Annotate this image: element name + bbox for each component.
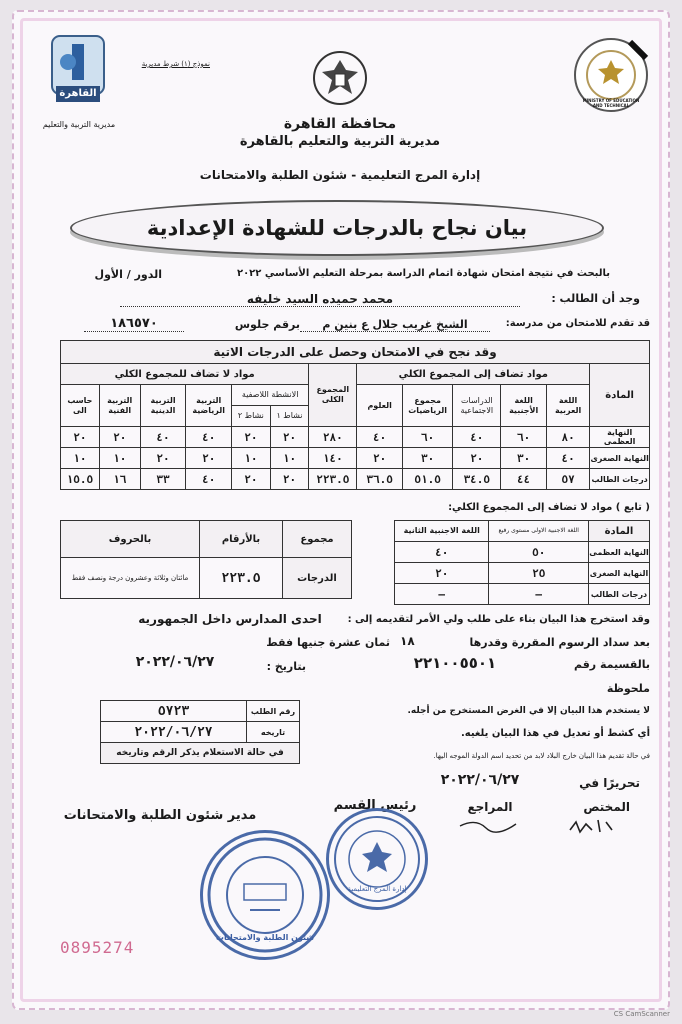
cell-act2: ٢٠ xyxy=(232,427,271,448)
col-computer: حاسب الى xyxy=(61,385,100,427)
fees-amount: ١٨ xyxy=(400,634,415,648)
cell-sports: ٢٠ xyxy=(186,448,232,469)
round-stamp xyxy=(200,830,330,960)
request-line: وقد استخرج هذا البيان بناء على طلب ولي الأمر لتقديمه إلى : xyxy=(347,614,650,625)
cell-sports: ٤٠ xyxy=(186,469,232,490)
col-total: المجموع الكلى xyxy=(309,364,357,427)
cell-computer: ١٠ xyxy=(61,448,100,469)
student-name: محمد حميده السيد خليفه xyxy=(120,292,520,307)
receipt-label: بالقسيمة رقم xyxy=(573,658,650,671)
eagle-emblem-icon xyxy=(312,50,368,106)
admin-stamp-text: إدارة المرج التعليمية xyxy=(347,885,407,893)
notes-title: ملحوظة xyxy=(606,682,650,695)
note-1: لا يستخدم هذا البيان إلا في الغرض المستخرج من أجله. xyxy=(407,706,650,716)
cell-social: ٣٤.٥ xyxy=(453,469,501,490)
note-3: في حالة تقديم هذا البيان خارج البلاد لابد من تحديد اسم الدولة الموجه اليها. xyxy=(433,752,650,760)
written-date: ٢٠٢٢/٠٦/٢٧ xyxy=(440,772,520,788)
group-not-added: مواد لا تضاف للمجموع الكلي xyxy=(61,364,309,385)
col-act2: نشاط ٢ xyxy=(232,406,271,427)
col-sports: التربية الرياضية xyxy=(186,385,232,427)
cell-art: ١٠ xyxy=(99,448,140,469)
table-row xyxy=(395,584,650,605)
cell-math: ٦٠ xyxy=(402,427,452,448)
col-foreign: اللغة الأجنبية xyxy=(501,385,547,427)
administration: إدارة المرج التعليمية - شئون الطلبة والامتحانات xyxy=(199,168,481,182)
left-logo-name: القاهرة xyxy=(59,88,97,99)
eagle-emblem xyxy=(312,50,368,106)
fees-line: بعد سداد الرسوم المقررة وقدرها xyxy=(469,636,650,649)
specialist-signature-mark xyxy=(566,816,616,836)
row-label: النهاية العظمى xyxy=(589,542,650,563)
row-label: درجات الطالب xyxy=(590,469,650,490)
seat-number: ١٨٦٥٧٠ xyxy=(84,316,184,332)
cell-second: ٢٠ xyxy=(395,563,489,584)
cell-second: ٤٠ xyxy=(395,542,489,563)
cell-religion: ٢٠ xyxy=(140,448,186,469)
cell-act1: ١٠ xyxy=(270,448,309,469)
group-added: مواد تضاف إلى المجموع الكلي xyxy=(357,364,590,385)
cell-social: ٤٠ xyxy=(453,427,501,448)
cell-foreign: ٣٠ xyxy=(501,448,547,469)
request-box-date: ٢٠٢٢/٠٦/٢٧ xyxy=(101,722,247,743)
cell-religion: ٣٣ xyxy=(140,469,186,490)
row-label: النهاية الصغرى xyxy=(590,448,650,469)
col-social: الدراسات الاجتماعية xyxy=(453,385,501,427)
cairo-logo-icon xyxy=(48,32,108,117)
cell-computer: ١٥.٥ xyxy=(61,469,100,490)
request-number-label: رقم الطلب xyxy=(247,701,300,722)
cell-total: ١٤٠ xyxy=(309,448,357,469)
form-label: نموذج (١) شرط مديرية xyxy=(141,60,210,68)
governorate: محافظة القاهرة xyxy=(283,116,397,132)
seat-label: برقم جلوس xyxy=(234,318,300,331)
cell-arabic: ٤٠ xyxy=(546,448,589,469)
total-table xyxy=(60,520,352,599)
col-act1: نشاط ١ xyxy=(270,406,309,427)
sl-subject-header: المادة xyxy=(589,521,650,542)
sl-col-first: اللغة الاجنبية الاولى مستوى رفيع xyxy=(489,521,589,542)
director-label: مدير شئون الطلبة والامتحانات xyxy=(63,808,257,823)
cell-science: ٢٠ xyxy=(357,448,403,469)
reviewer-label: المراجع xyxy=(467,800,513,814)
grades-table xyxy=(60,340,650,490)
receipt-number: ٢٢١٠٠٥٥٠١ xyxy=(413,654,497,672)
request-number: ٥٧٢٣ xyxy=(101,701,247,722)
directorate: مديرية التربية والتعليم بالقاهرة xyxy=(239,134,441,149)
cell-art: ١٦ xyxy=(99,469,140,490)
document-title: بيان نجاح بالدرجات للشهادة الإعدادية xyxy=(70,200,604,256)
total-digits: ٢٢٣.٥ xyxy=(200,558,283,599)
cell-science: ٤٠ xyxy=(357,427,403,448)
school-name: الشيخ غريب جلال ع بنين م xyxy=(300,318,490,332)
ministry-seal xyxy=(572,36,650,114)
specialist-label: المختص xyxy=(583,800,630,814)
table-row xyxy=(395,563,650,584)
cell-art: ٢٠ xyxy=(99,427,140,448)
cell-second: — xyxy=(395,584,489,605)
date-label: بتاريخ : xyxy=(266,660,306,673)
total-row-label: الدرجات xyxy=(283,558,352,599)
cell-first: ٢٥ xyxy=(489,563,589,584)
cell-sports: ٤٠ xyxy=(186,427,232,448)
written-label: تحريرًا في xyxy=(579,776,640,790)
col-arabic: اللغة العربية xyxy=(546,385,589,427)
school-label: قد تقدم للامتحان من مدرسة: xyxy=(505,318,650,329)
section-head-label: رئيس القسم xyxy=(333,798,417,813)
cell-social: ٢٠ xyxy=(453,448,501,469)
cell-foreign: ٤٤ xyxy=(501,469,547,490)
col-math-total: مجموع الرياضيات xyxy=(402,385,452,427)
cell-act2: ١٠ xyxy=(232,448,271,469)
total-col-digits: بالأرقام xyxy=(200,521,283,558)
inquiry-note: في حالة الاستعلام يذكر الرقم وتاريخه xyxy=(101,743,300,764)
serial-number: 0895274 xyxy=(60,938,135,957)
cell-religion: ٤٠ xyxy=(140,427,186,448)
sl-col-second: اللغة الاجنبية الثانية xyxy=(395,521,489,542)
specialist-signature xyxy=(566,816,616,836)
reviewer-signature xyxy=(456,816,526,836)
cell-arabic: ٥٧ xyxy=(546,469,589,490)
student-label: وجد أن الطالب : xyxy=(551,292,640,305)
col-religion: التربية الدينية xyxy=(140,385,186,427)
request-destination: احدى المدارس داخل الجمهوريه xyxy=(138,612,322,626)
total-words: مائتان وثلاثة وعشرون درجة ونصف فقط xyxy=(61,558,200,599)
cell-act2: ٢٠ xyxy=(232,469,271,490)
exam-round: الدور / الأول xyxy=(94,268,162,281)
cell-first: — xyxy=(489,584,589,605)
cell-total: ٢٢٣.٥ xyxy=(309,469,357,490)
cell-math: ٣٠ xyxy=(402,448,452,469)
second-language-table xyxy=(394,520,650,605)
cell-computer: ٢٠ xyxy=(61,427,100,448)
cell-math: ٥١.٥ xyxy=(402,469,452,490)
reviewer-signature-mark xyxy=(456,816,526,836)
table-row xyxy=(61,427,650,448)
cell-science: ٣٦.٥ xyxy=(357,469,403,490)
second-language-caption: ( تابع ) مواد لا تضاف إلى المجموع الكلي: xyxy=(448,502,650,513)
total-col-total: مجموع xyxy=(283,521,352,558)
left-logo xyxy=(48,32,108,117)
col-science: العلوم xyxy=(357,385,403,427)
cell-act1: ٢٠ xyxy=(270,469,309,490)
grades-caption: وقد نجح في الامتحان وحصل على الدرجات الاتية xyxy=(61,341,650,364)
total-col-words: بالحروف xyxy=(61,521,200,558)
round-stamp-text: شئون الطلبة والامتحانات xyxy=(215,933,315,942)
left-logo-caption: مديرية التربية والتعليم xyxy=(42,120,116,129)
col-art: التربية الفنية xyxy=(99,385,140,427)
scanner-watermark: CS CamScanner xyxy=(613,1010,670,1018)
ministry-seal-text: MINISTRY OF EDUCATION AND TECHNICAL xyxy=(582,98,640,108)
fees-words: ثمان عشرة جنيها فقط xyxy=(266,636,390,649)
request-date-label: تاريخه xyxy=(247,722,300,743)
table-row xyxy=(61,448,650,469)
row-label: النهاية العظمى xyxy=(590,427,650,448)
cell-foreign: ٦٠ xyxy=(501,427,547,448)
note-2: أي كشط أو تعديل في هذا البيان يلغيه. xyxy=(460,728,650,739)
row-label: النهاية الصغرى xyxy=(589,563,650,584)
cell-total: ٢٨٠ xyxy=(309,427,357,448)
intro-line: بالبحث في نتيجة امتحان شهادة اتمام الدراسة بمرحلة التعليم الأساسي ٢٠٢٢ xyxy=(236,268,610,279)
request-date: ٢٠٢٢/٠٦/٢٧ xyxy=(135,654,215,670)
cell-act1: ٢٠ xyxy=(270,427,309,448)
cell-arabic: ٨٠ xyxy=(546,427,589,448)
admin-stamp xyxy=(326,808,428,910)
cell-first: ٥٠ xyxy=(489,542,589,563)
table-row xyxy=(395,542,650,563)
col-activities: الانشطة اللاصفية xyxy=(232,385,309,406)
subject-header: المادة xyxy=(590,364,650,427)
table-row xyxy=(61,469,650,490)
request-number-table xyxy=(100,700,300,764)
row-label: درجات الطالب xyxy=(589,584,650,605)
